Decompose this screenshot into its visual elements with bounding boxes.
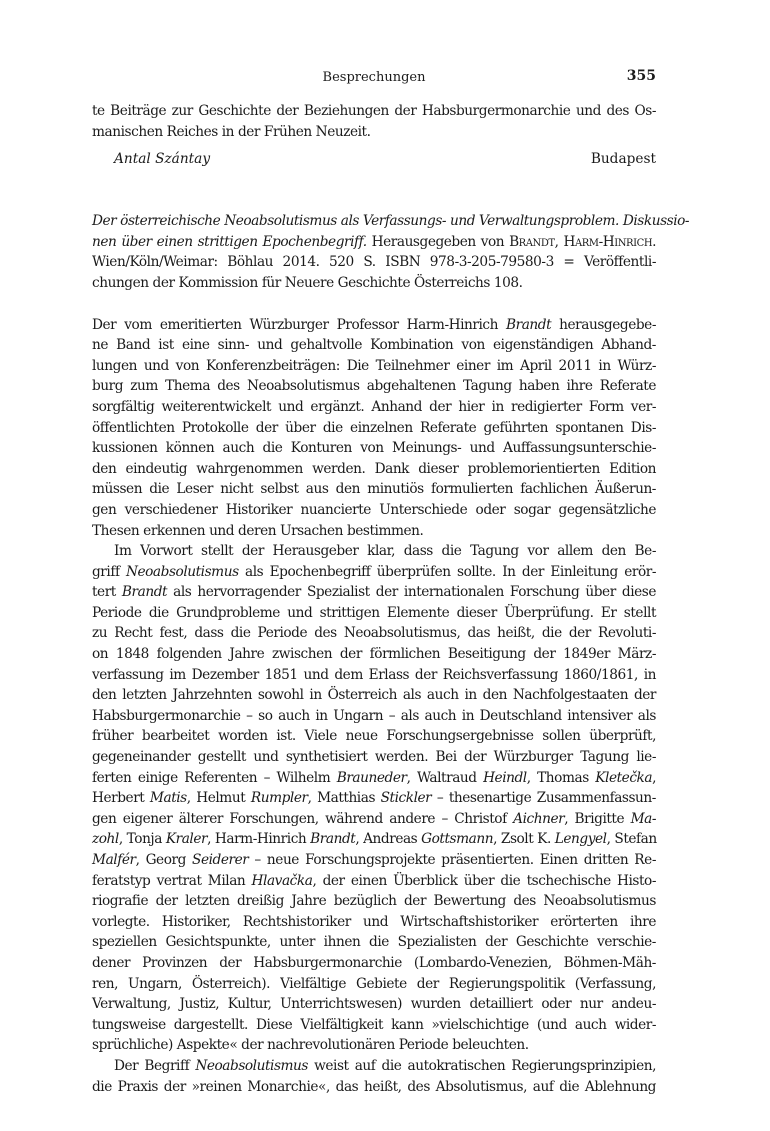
italic-name: Brandt xyxy=(121,584,168,601)
text-run: , xyxy=(652,769,656,786)
text-run: als hervorragender Spezialist der internationalen Forschung über diese xyxy=(167,584,656,601)
italic-name: Aichner xyxy=(513,810,565,827)
italic-name: Gottsmann xyxy=(421,831,494,848)
citation-line: chungen der Kommission für Neuere Geschichte Österreichs 108. xyxy=(92,274,523,291)
text-line xyxy=(92,1056,656,1077)
text-line: früher bearbeitet worden ist. Viele neue Forschungsergebnisse sollen überprüft, xyxy=(92,728,656,745)
previous-review-ending xyxy=(92,101,656,142)
text-run: , Waltraud xyxy=(406,769,484,786)
text-run: , Brigitte xyxy=(564,810,631,827)
text-line: Thesen erkennen und deren Ursachen bestimmen. xyxy=(92,522,424,539)
book-review-page xyxy=(92,66,690,1097)
italic-name: Ma- xyxy=(630,810,657,827)
text-run: – neue Forschungsprojekte präsentierten. Einen dritten Re- xyxy=(248,852,656,868)
text-line: ren, Ungarn, Österreich). Vielfältige Gebiete der Regierungspolitik (Verfassung, xyxy=(92,975,656,992)
text-line: manischen Reiches in der Frühen Neuzeit. xyxy=(92,123,371,140)
text-run: gen eigener älterer Forschungen, während andere – Christof xyxy=(92,810,514,827)
text-run: ferten einige Referenten – Wilhelm xyxy=(92,769,337,786)
text-run: weist auf die autokratischen Regierungsprinzipien, xyxy=(308,1057,656,1074)
text-line: riografie der letzten dreißig Jahre bezüglich der Bewertung des Neoabsolutismus xyxy=(92,893,656,910)
italic-name: Brauneder xyxy=(336,769,407,786)
text-line: burg zum Thema des Neoabsolutismus abgehaltenen Tagung haben ihre Referate xyxy=(92,378,656,395)
text-line xyxy=(92,788,656,809)
text-line: gegeneinander gestellt und synthetisiert werden. Bei der Würzburger Tagung lie- xyxy=(92,749,656,766)
text-line: on 1848 folgenden Jahre zwischen der förmlichen Beseitigung der 1849er März- xyxy=(92,646,656,663)
citation-line xyxy=(92,232,656,253)
text-line: müssen die Leser nicht selbst aus den minutiös formulierten fachlichen Äußerun- xyxy=(92,481,656,498)
text-line xyxy=(92,871,656,892)
italic-name: Lengyel xyxy=(554,831,607,848)
text-run: Herbert xyxy=(92,790,150,807)
text-line xyxy=(92,562,656,583)
italic-name: Kraler xyxy=(165,831,208,848)
text-run: , Andreas xyxy=(355,831,422,848)
citation-line: Wien/Köln/Weimar: Böhlau 2014. 520 S. ISBN 978-3-205-79580-3 = Veröffentli- xyxy=(92,254,656,271)
text-run: als Epochenbegriff überprüfen sollte. In der Einleitung erör- xyxy=(238,563,656,580)
text-run: , Helmut xyxy=(186,790,251,807)
page-number: 355 xyxy=(626,68,656,84)
reviewer-city: Budapest xyxy=(590,151,656,168)
text-line: lungen und von Konferenzbeiträgen: Die Teilnehmer einer im April 2011 in Würz- xyxy=(92,357,656,374)
italic-name: Stickler xyxy=(380,790,432,807)
text-run: , Thomas xyxy=(526,769,596,786)
text-run: feratstyp vertrat Milan xyxy=(92,872,252,889)
text-line xyxy=(92,768,656,789)
text-line: öffentlichten Protokolle der über die einzelnen Referate geführten spontanen Dis- xyxy=(92,419,656,436)
text-run: – thesenartige Zusammenfassun- xyxy=(431,790,656,807)
text-run: Der Begriff xyxy=(114,1057,196,1074)
text-run: herausgegebe- xyxy=(551,316,656,333)
text-run: , Zsolt K. xyxy=(493,831,555,848)
text-line xyxy=(92,850,656,871)
text-line: den letzten Jahrzehnten sowohl in Österreich als auch in den Nachfolgestaaten der xyxy=(92,687,656,704)
italic-name: Kletečka xyxy=(595,769,653,786)
text-run: , Tonja xyxy=(118,831,166,848)
italic-name: Seiderer xyxy=(192,852,249,868)
text-line: zu Recht fest, dass die Periode des Neoabsolutismus, das heißt, die der Revoluti- xyxy=(92,625,656,642)
citation-line xyxy=(92,211,690,232)
running-header xyxy=(92,66,656,90)
text-line: Verwaltung, Justiz, Kultur, Unterrichtswesen) wurden detailliert oder nur andeu- xyxy=(92,996,656,1013)
text-run: Der vom emeritierten Würzburger Professor Harm-Hinrich xyxy=(92,316,507,333)
italic-name: Hlavačka xyxy=(251,872,313,889)
text-line: verfassung im Dezember 1851 und dem Erlass der Reichsverfassung 1860/1861, in xyxy=(92,666,656,683)
italic-name: Matis xyxy=(149,790,187,807)
text-line: sprüchliche) Aspekte« der nachrevolutionären Periode beleuchten. xyxy=(92,1037,529,1054)
review-body xyxy=(92,315,656,1098)
text-line xyxy=(92,315,656,336)
reviewer-name: Antal Szántay xyxy=(114,151,211,168)
italic-name: Rumpler xyxy=(250,790,308,807)
text-line: Im Vorwort stellt der Herausgeber klar, dass die Tagung vor allem den Be- xyxy=(114,543,656,560)
italic-term: Neoabsolutismus xyxy=(125,563,239,580)
book-title: nen über einen strittigen Epochenbegriff. xyxy=(92,233,367,250)
text-line xyxy=(92,809,656,830)
text-line: Periode die Grundprobleme und strittigen Elemente dieser Überprüfung. Er stellt xyxy=(92,604,656,621)
book-title: Der österreichische Neoabsolutismus als Verfassungs- und Verwaltungsproblem. Diskussio- xyxy=(92,213,690,230)
running-title: Besprechungen xyxy=(322,70,426,85)
text-run: , Harm-Hinrich xyxy=(207,831,311,848)
italic-name: zohl xyxy=(92,831,119,848)
text-run: tert xyxy=(92,584,122,601)
text-line xyxy=(92,829,656,850)
text-line: speziellen Gesichtspunkte, unter ihnen die Spezialisten der Geschichte verschie- xyxy=(92,934,656,951)
text-run: , der einen Überblick über die tschechische Histo- xyxy=(312,872,657,889)
text-run: , Matthias xyxy=(307,790,381,807)
text-line: gen verschiedener Historiker nuancierte Unterschiede oder sogar gegensätzliche xyxy=(92,501,656,518)
text-line: die Praxis der »reinen Monarchie«, das heißt, des Absolutismus, auf die Ablehnung xyxy=(92,1078,656,1095)
text-line: ne Band ist eine sinn- und gehaltvolle Kombination von eigenständigen Abhand- xyxy=(92,337,656,354)
text-run: , Stefan xyxy=(606,831,657,848)
italic-name: Brandt xyxy=(506,316,552,333)
text-line: te Beiträge zur Geschichte der Beziehungen der Habsburgermonarchie und des Os- xyxy=(92,103,656,119)
review-signature xyxy=(92,151,656,173)
text-line: sorgfältig weiterentwickelt und ergänzt. Anhand der hier in redigierter Form ver- xyxy=(92,398,656,415)
italic-name: Malfér xyxy=(92,852,136,868)
text-run: , Georg xyxy=(135,852,193,868)
citation-text: Herausgegeben von xyxy=(366,233,510,250)
italic-name: Brandt xyxy=(310,831,356,848)
text-line: Habsburgermonarchie – so auch in Ungarn – als auch in Deutschland intensiver als xyxy=(92,707,656,724)
text-line: vorlegte. Historiker, Rechtshistoriker und Wirtschaftshistoriker erörterten ihre xyxy=(92,913,656,930)
text-run: griff xyxy=(92,563,126,580)
text-line: tungsweise dargestellt. Diese Vielfältigkeit kann »vielschichtige (und auch wider- xyxy=(92,1016,656,1033)
book-citation xyxy=(92,211,690,293)
italic-name: Heindl xyxy=(483,769,527,786)
text-line: dener Provinzen der Habsburgermonarchie (Lombardo-Venezien, Böhmen-Mäh- xyxy=(92,954,656,971)
text-line: den eindeutig wahrgenommen werden. Dank dieser problemorientierten Edition xyxy=(92,460,656,477)
text-line: kussionen können auch die Konturen von Meinungs- und Auffassungsunterschie- xyxy=(92,440,656,457)
italic-term: Neoabsolutismus xyxy=(195,1057,308,1074)
editor-name: Brandt, Harm-Hinrich. xyxy=(509,233,657,250)
text-line xyxy=(92,582,656,603)
